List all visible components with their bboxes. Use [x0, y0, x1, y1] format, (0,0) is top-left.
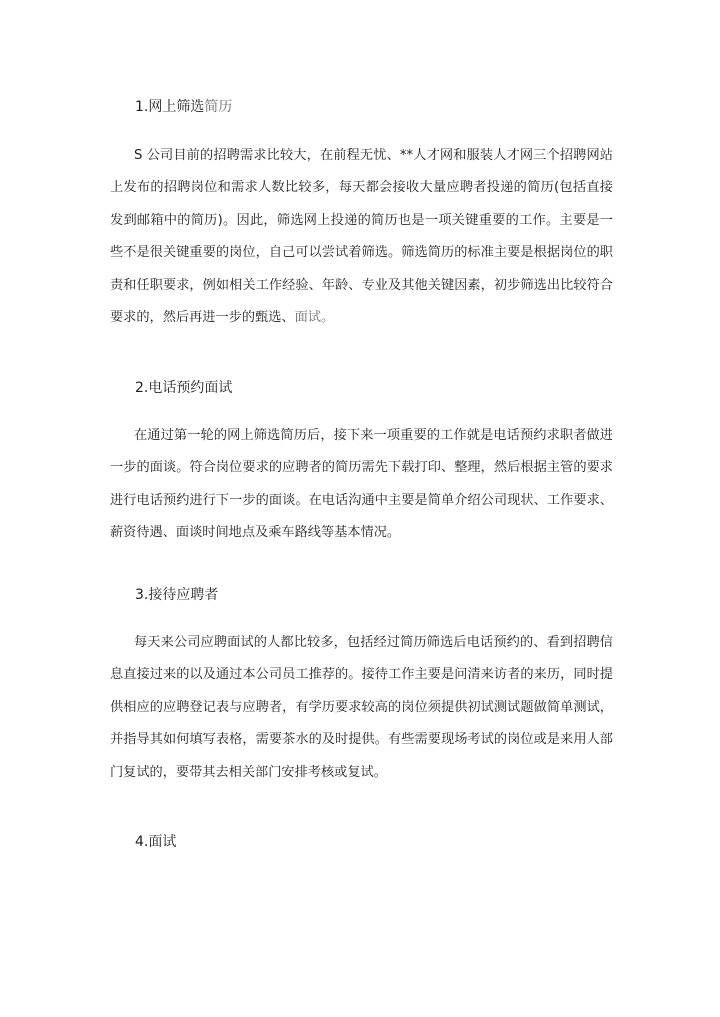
section-body-2: 在通过第一轮的网上筛选简历后，接下来一项重要的工作就是电话预约求职者做进一步的面谈。符合岗位要求的应聘者的简历需先下载打印、整理，然后根据主管的要求进行电话预约进行下一步的面谈。在电话沟通中主要是简单介绍公司现状、工作要求、薪资待遇、面谈时间地点及乘车路线等基本情况。 — [110, 428, 613, 541]
section-heading-1-main: 1.网上筛选 — [135, 99, 205, 115]
section-body-1 — [110, 140, 613, 334]
section-heading-1 — [135, 97, 232, 117]
section-heading-3: 3.接待应聘者 — [135, 587, 219, 603]
section-heading-2: 2.电话预约面试 — [135, 380, 233, 396]
section-heading-1-tail: 简历 — [204, 99, 233, 115]
section-body-3: 每天来公司应聘面试的人都比较多，包括经过简历筛选后电话预约的、看到招聘信息直接过来的以及通过本公司员工推荐的。接待工作主要是问清来访者的来历，同时提供相应的应聘登记表与应聘者，有学历要求较高的岗位须提供初试测试题做简单测试，并指导其如何填写表格，需要茶水的及时提供。有些需要现场考试的岗位或是来用人部门复试的，要带其去相关部门安排考核或复试。 — [110, 635, 613, 780]
section-heading-4: 4.面试 — [135, 834, 177, 850]
section-body-1-text: S 公司目前的招聘需求比较大，在前程无忧、**人才网和服装人才网三个招聘网站上发布的招聘岗位和需求人数比较多，每天都会接收大量应聘者投递的简历(包括直接发到邮箱中的简历)。因此，筛选网上投递的简历也是一项关键重要的工作。主要是一些不是很关键重要的岗位，自己可以尝试着筛选。筛选简历的标准主要是根据岗位的职责和任职要求，例如相关工作经验、年龄、专业及其他关键因素，初步筛选出比较符合要求的，然后再进一步的甄选、 — [110, 148, 613, 326]
section-body-1-tail: 面试。 — [294, 310, 335, 326]
